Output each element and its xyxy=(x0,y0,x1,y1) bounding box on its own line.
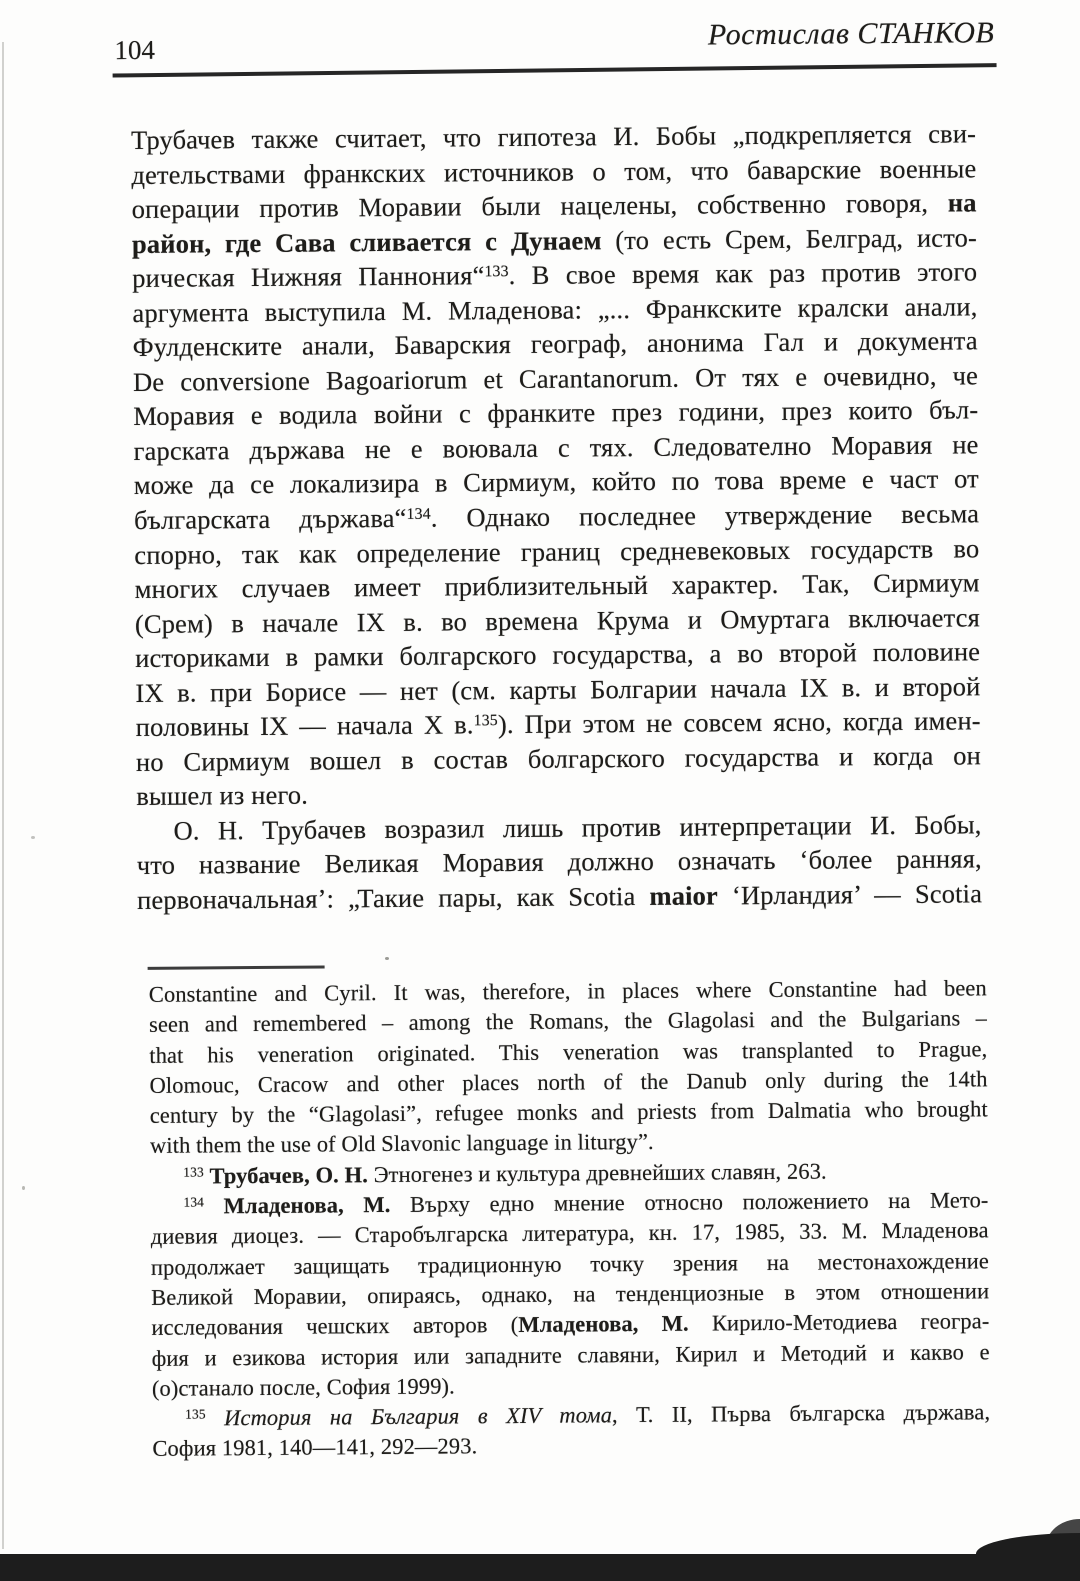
text-line: Великой Моравии, опираясь, однако, на тенденциозные в этом отношении xyxy=(151,1278,990,1310)
body-text xyxy=(131,118,982,919)
text-line: гарската държава не е воювала с тях. Следователно Моравия не xyxy=(133,429,979,466)
text-line: но Сирмиум вошел в состав болгарского государства и когда он xyxy=(135,740,982,777)
text-line: with them the use of Old Slavonic language in liturgy”. xyxy=(149,1129,654,1159)
text-line: $^{133}$ Трубачев, О. Н. Этногенез и культура древнейших славян, 263. xyxy=(183,1158,827,1189)
text-line: Трубачев также считает, что гипотеза И. Бобы „подкрепляется сви- xyxy=(130,118,977,155)
text-line: (Срем) в начале IX в. во времена Крума и Омуртага включается xyxy=(134,601,980,639)
text-line: българската държава“$^{134}$. Однако последнее утверждение весьма xyxy=(133,498,980,535)
running-head: Ростислав СТАНКОВ xyxy=(707,16,995,52)
scan-bottom-bar xyxy=(0,1554,1080,1581)
footnote-separator xyxy=(148,965,325,969)
text-line: О. Н. Трубачев возразил лишь против интерпретации И. Бобы, xyxy=(173,809,982,846)
text-line: може да се локализира в Сирмиум, който по това време е част от xyxy=(133,463,979,501)
text-line: (о)станало после, София 1999). xyxy=(151,1373,455,1401)
text-line: $^{135}$ История на България в XIV тома, Т. II, Първа българска държава, xyxy=(185,1399,991,1431)
text-line: De conversione Bagoariorum et Carantanorum. От тях е очевидно, че xyxy=(132,360,979,397)
text-line: детельствами франкских источников о том, что баварские военные xyxy=(131,152,977,190)
scan-speck xyxy=(31,836,35,839)
text-line: исследования чешских авторов (Младенова, М. Кирило-Методиева геогра- xyxy=(151,1308,990,1341)
text-line: аргумента выступила М. Младенова: „... Франкските кралски анали, xyxy=(132,291,978,328)
text-line: историками в рамки болгарского государства, а во второй половине xyxy=(135,636,981,674)
page-number: 104 xyxy=(114,34,156,66)
text-line: Constantine and Cyril. It was, therefore, in places where Constantine had been xyxy=(148,975,987,1007)
text-line: Olomouc, Cracow and other places north of the Danub only during the 14th xyxy=(149,1066,988,1098)
header-rule xyxy=(113,63,997,77)
text-line: Фулденските анали, Баварския географ, анонима Гал и документа xyxy=(132,325,978,363)
text-line: район, где Сава сливается с Дунаем (то есть Срем, Белград, исто- xyxy=(131,221,977,259)
text-line: seen and remembered – among the Romans, the Glagolasi and the Bulgarians – xyxy=(148,1005,988,1038)
text-line: century by the “Glagolasi”, refugee monks and priests from Dalmatia who brought xyxy=(149,1096,988,1129)
text-line: София 1981, 140—141, 292—293. xyxy=(152,1433,478,1462)
text-line: операции против Моравии были нацелены, собственно говоря, на xyxy=(131,187,977,225)
text-line: спорно, так как определение границ средневековых государств во xyxy=(134,532,980,570)
text-line: that his veneration originated. This veneration was transplanted to Prague, xyxy=(149,1035,988,1068)
text-line: продолжает защищать традиционную точку зрения на местонахождение xyxy=(150,1247,990,1280)
footnote-text xyxy=(149,975,991,1466)
text-line: Моравия е водила войни с франките през години, през които бъл- xyxy=(133,394,979,432)
text-line: что название Великая Моравия должно означать ‘более ранняя, xyxy=(136,843,982,881)
scan-speck xyxy=(385,957,389,960)
text-line: фия и езикова история или западните славяни, Кирил и Методий и какво е xyxy=(151,1338,990,1371)
text-line: диевия диоцез. — Старобългарска литература, кн. 17, 1985, 33. М. Младенова xyxy=(150,1217,989,1250)
text-line: многих случаев имеет приблизительный характер. Так, Сирмиум xyxy=(134,567,980,605)
text-line: $^{134}$ Младенова, М. Върху едно мнение относно положението на Мето- xyxy=(183,1187,989,1219)
scan-speck xyxy=(22,1186,25,1190)
text-line: первоначальная’: „Такие пары, как Scotia maior ‘Ирландия’ — Scotia xyxy=(136,878,983,915)
text-line: IX в. при Борисе — нет (см. карты Болгарии начала IX в. и второй xyxy=(135,671,981,708)
text-line: половины IX — начала X в.$^{135}$). При этом не совсем ясно, когда имен- xyxy=(135,705,981,743)
scan-left-edge xyxy=(2,42,4,1549)
text-line: вышел из него. xyxy=(136,779,309,812)
text-line: рическая Нижняя Паннония“$^{133}$. В свое время как раз против этого xyxy=(132,256,978,294)
